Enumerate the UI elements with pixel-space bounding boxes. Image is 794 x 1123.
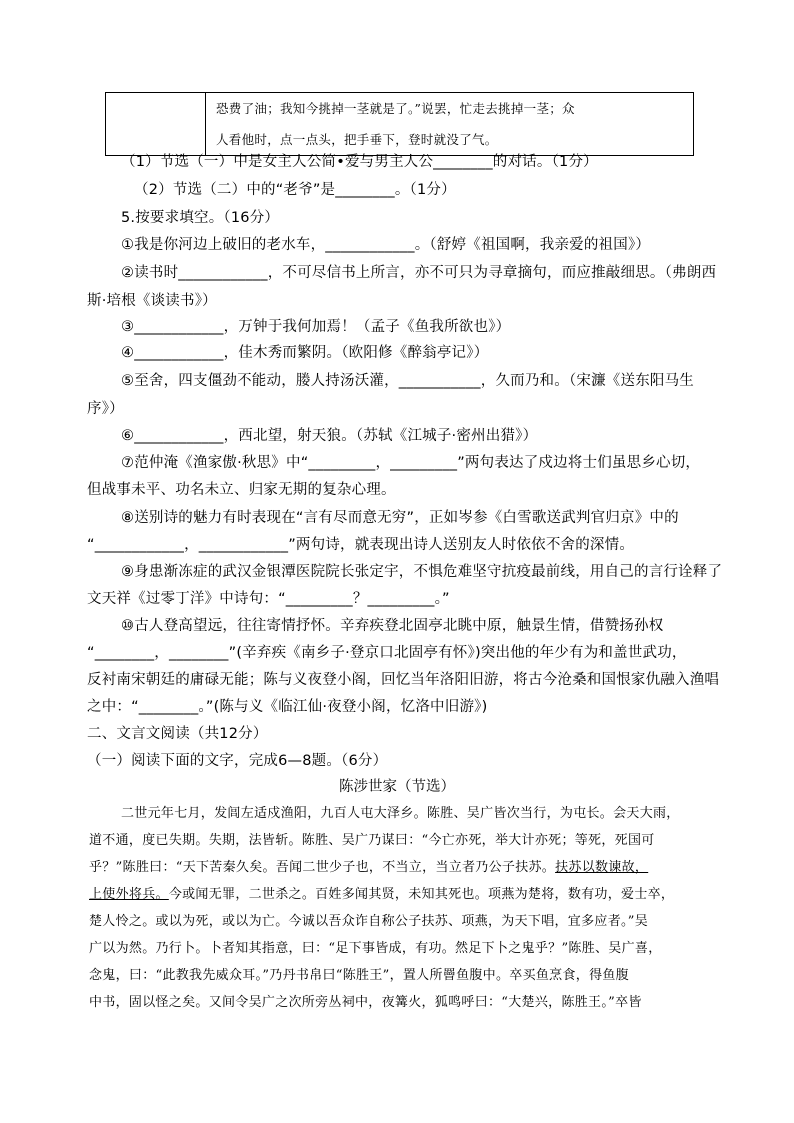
passage-text: 今或闻无罪，二世杀之。百姓多闻其贤，未知其死也。项燕为楚将，数有功，爱士卒，: [168, 887, 675, 902]
table-row: [106, 93, 694, 156]
fill-item-1: ①我是你河边上破旧的老水车，____________。（舒婷《祖国啊，我亲爱的祖国》）: [121, 237, 651, 253]
fill-item-8: ⑧送别诗的魅力有时表现在“言有尽而意无穷”，正如岑参《白雪歌送武判官归京》中的: [121, 510, 679, 526]
fill-item-10-cont: 反衬南宋朝廷的庸碌无能；陈与义夜登小阁，回忆当年洛阳旧游，将古今沧桑和国恨家仇融入渔唱: [87, 672, 720, 688]
subsection-heading: （一）阅读下面的文字，完成6—8题。（6分）: [87, 753, 388, 769]
fill-item-8-cont: “____________，____________”两句诗，就表现出诗人送别友人时依依不舍的深情。: [87, 537, 635, 553]
fill-item-5: ⑤至舍，四支僵劲不能动，媵人持汤沃灌，___________，久而乃和。（宋濂《送东阳马生: [121, 373, 694, 389]
passage-text: 乎？”陈胜曰：“天下苦秦久矣。吾闻二世少子也，不当立，当立者乃公子扶苏。: [89, 860, 556, 875]
fill-item-2-cont: 斯·培根《谈读书》）: [87, 293, 217, 309]
fill-item-4: ④____________，佳木秀而繁阴。（欧阳修《醉翁亭记》）: [121, 345, 489, 361]
fill-item-3: ③____________，万钟于我何加焉！（孟子《鱼我所欲也》）: [121, 319, 511, 335]
underlined-sentence: 扶苏以数谏故，: [555, 860, 649, 875]
fill-item-10-cont: “________，________”(辛弃疾《南乡子·登京口北固亭有怀》)突出他的年少有为和盖世武功，: [87, 645, 687, 661]
passage-line: 中书，固以怪之矣。又间令吴广之次所旁丛祠中，夜篝火，狐鸣呼曰：“大楚兴，陈胜王。”卒皆: [89, 995, 642, 1010]
passage-line: 广以为然。乃行卜。卜者知其指意，曰：“足下事皆成，有功。然足下卜之鬼乎？”陈胜、吴广喜，: [89, 941, 662, 956]
fill-item-9: ⑨身患渐冻症的武汉金银潭医院院长张定宇，不惧危难坚守抗疫最前线，用自己的言行诠释了: [121, 564, 723, 580]
fill-item-6: ⑥____________，西北望，射天狼。（苏轼《江城子·密州出猎》）: [121, 428, 538, 444]
fill-item-5-cont: 序》）: [87, 401, 124, 417]
question-2: （2）节选（二）中的“老爷”是________。（1分）: [134, 182, 456, 198]
question-1: （1）节选（一）中是女主人公简•爱与男主人公________的对话。（1分）: [121, 154, 598, 170]
fill-item-7-cont: 但战事未平、功名未立、归家无期的复杂心理。: [87, 482, 396, 498]
passage-line: [89, 883, 674, 902]
passage-line: [89, 856, 648, 875]
fill-item-9-cont: 文天祥《过零丁洋》中诗句：“_________？_________。”: [87, 591, 450, 607]
fill-item-10: ⑩古人登高望远，往往寄情抒怀。辛弃疾登北固亭北眺中原，触景生情，借赞扬孙权: [121, 618, 664, 634]
question-5-title: 5.按要求填空。（16分）: [121, 210, 280, 226]
table-text-line: 恐费了油；我知今挑掉一茎就是了。”说罢，忙走去挑掉一茎；众: [216, 101, 575, 116]
fill-item-7: ⑦范仲淹《渔家傲·秋思》中“_________，_________”两句表达了戍边将士们虽思乡心切，: [121, 455, 701, 471]
passage-line: 道不通，度已失期。失期，法皆斩。陈胜、吴广乃谋曰：“今亡亦死，举大计亦死；等死，死国可: [89, 833, 655, 848]
table-cell-empty: [106, 93, 206, 156]
passage-line: 二世元年七月，发闾左适戍渔阳，九百人屯大泽乡。陈胜、吴广皆次当行，为屯长。会天大雨，: [121, 806, 680, 821]
underlined-sentence: 上使外将兵。: [89, 887, 169, 902]
fill-item-10-cont: 之中：“________。”(陈与义《临江仙·夜登小阁，忆洛中旧游》): [87, 699, 488, 715]
table-text-line: 人看他时，点一点头，把手垂下，登时就没了气。: [216, 132, 498, 147]
answer-table: [105, 92, 694, 156]
passage-line: 楚人怜之。或以为死，或以为亡。今诚以吾众诈自称公子扶苏、项燕，为天下唱，宜多应者。”吴: [89, 914, 649, 929]
section-heading: 二、文言文阅读（共12分）: [87, 726, 268, 742]
passage-line: 念鬼，曰：“此教我先威众耳。”乃丹书帛曰“陈胜王”，置人所罾鱼腹中。卒买鱼烹食，得鱼腹: [89, 968, 629, 983]
passage-title: 陈涉世家（节选）: [339, 779, 455, 795]
table-cell-text: [206, 93, 694, 156]
fill-item-2: ②读书时____________，不可尽信书上所言，亦不可只为寻章摘句，而应推敲细思。（弗朗西: [121, 265, 717, 281]
